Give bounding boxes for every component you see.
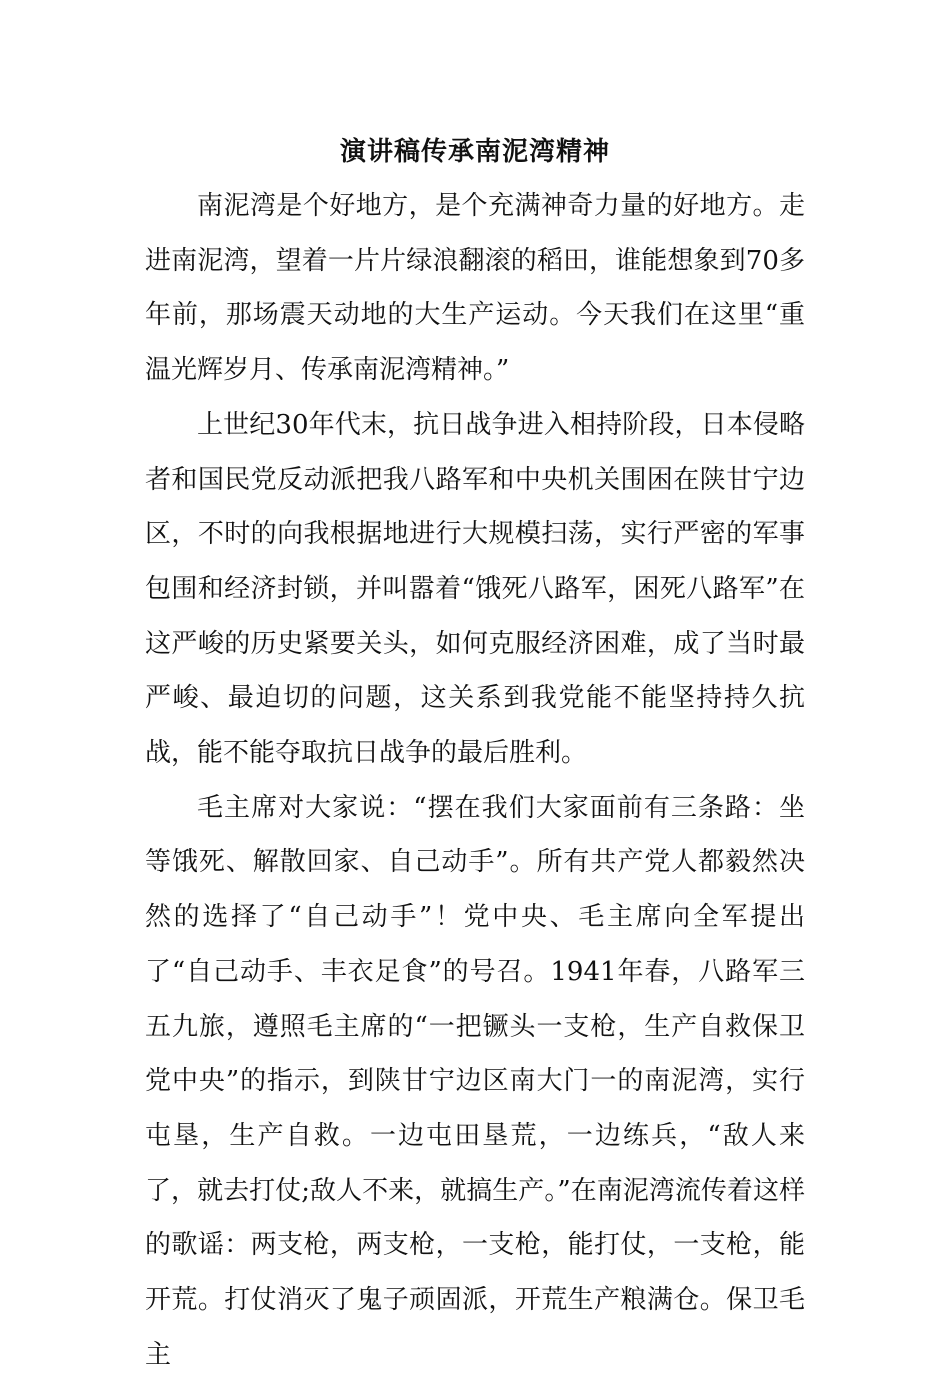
paragraph-2: 上世纪30年代末，抗日战争进入相持阶段，日本侵略者和国民党反动派把我八路军和中央机关围困在陕甘宁边区，不时的向我根据地进行大规模扫荡，实行严密的军事包围和经济封锁，并叫嚣着“饿死八路军，困死八路军”在这严峻的历史紧要关头，如何克服经济困难，成了当时最严峻、最迫切的问题，这关系到我党能不能坚持持久抗战，能不能夺取抗日战争的最后胜利。 [145, 409, 805, 769]
paragraph-3: 毛主席对大家说：“摆在我们大家面前有三条路：坐等饿死、解散回家、自己动手”。所有共产党人都毅然决然的选择了“自己动手”！党中央、毛主席向全军提出了“自己动手、丰衣足食”的号召。1941年春，八路军三五九旅，遵照毛主席的“一把镢头一支枪，生产自救保卫党中央”的指示，到陕甘宁边区南大门一的南泥湾，实行屯垦，生产自救。一边屯田垦荒，一边练兵，“敌人来了，就去打仗;敌人不来，就搞生产。”在南泥湾流传着这样的歌谣：两支枪，两支枪，一支枪，能打仗，一支枪，能开荒。打仗消灭了鬼子顽固派，开荒生产粮满仓。保卫毛主 [145, 792, 805, 1370]
document-title: 演讲稿传承南泥湾精神 [339, 137, 610, 167]
paragraph-1: 南泥湾是个好地方，是个充满神奇力量的好地方。走进南泥湾，望着一片片绿浪翻滚的稻田，谁能想象到70多年前，那场震天动地的大生产运动。今天我们在这里“重温光辉岁月、传承南泥湾精神。” [145, 191, 805, 386]
document-body [145, 179, 805, 1382]
